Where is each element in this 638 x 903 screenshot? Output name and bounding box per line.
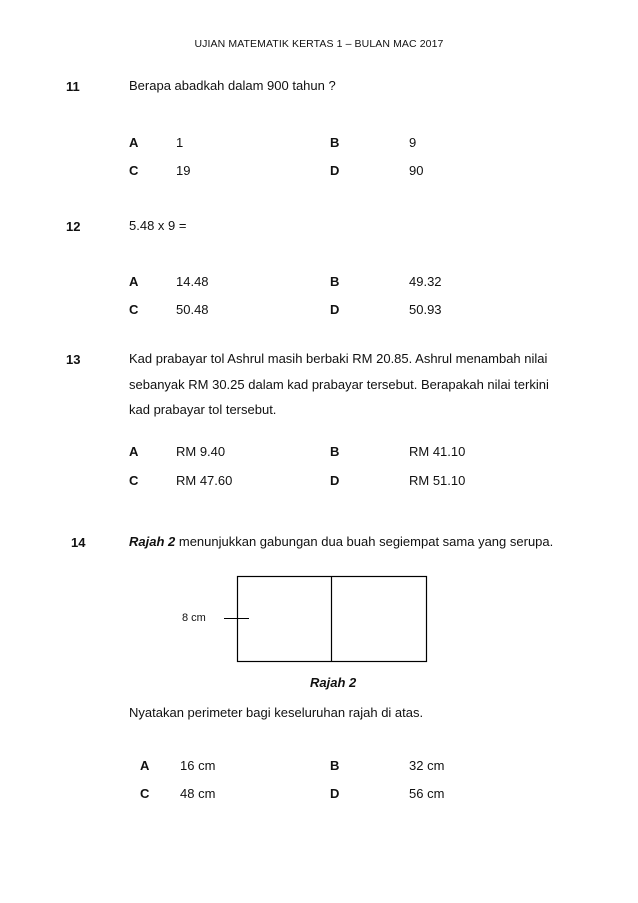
option-value: 49.32 (409, 274, 442, 289)
option-value: 48 cm (180, 786, 216, 801)
option-value: 9 (409, 135, 417, 150)
question-text: Kad prabayar tol Ashrul masih berbaki RM 20.85. Ashrul menambah nilai sebanyak RM 30.25 dalam kad prabayar tersebut. Berapakah nilai terkini kad prabayar tol tersebut. (129, 351, 549, 417)
option-value: 19 (176, 163, 191, 178)
question-text: 5.48 x 9 = (129, 218, 187, 233)
option-label: D (330, 786, 340, 801)
option-label: D (330, 302, 340, 317)
option-label: D (330, 473, 340, 488)
page-header: UJIAN MATEMATIK KERTAS 1 – BULAN MAC 2017 (194, 38, 444, 50)
option-label: C (129, 473, 139, 488)
option-label: A (129, 135, 139, 150)
option-value: 1 (176, 135, 184, 150)
option-label: A (129, 274, 139, 289)
option-label: B (330, 135, 340, 150)
question-text: Berapa abadkah dalam 900 tahun ? (129, 78, 336, 93)
figure-reference: Rajah 2 (129, 534, 176, 549)
question-number: 12 (66, 219, 81, 234)
option-value: 16 cm (180, 758, 216, 773)
side-length-label: 8 cm (182, 612, 206, 624)
option-value: 32 cm (409, 758, 445, 773)
option-value: 56 cm (409, 786, 445, 801)
option-value: RM 47.60 (176, 473, 233, 488)
option-value: 90 (409, 163, 424, 178)
question-number: 11 (66, 79, 80, 94)
option-label: A (140, 758, 150, 773)
option-label: A (129, 444, 139, 459)
option-label: B (330, 444, 340, 459)
option-value: 14.48 (176, 274, 209, 289)
option-value: RM 41.10 (409, 444, 466, 459)
option-label: B (330, 758, 340, 773)
option-label: D (330, 163, 340, 178)
question-text-rest: menunjukkan gabungan dua buah segiempat sama yang serupa. (175, 534, 554, 549)
option-value: RM 51.10 (409, 473, 466, 488)
question-number: 14 (71, 535, 86, 550)
option-value: RM 9.40 (176, 444, 226, 459)
question-number: 13 (66, 352, 81, 367)
option-value: 50.93 (409, 302, 442, 317)
option-label: C (129, 163, 139, 178)
option-value: 50.48 (176, 302, 209, 317)
figure-caption: Rajah 2 (310, 675, 357, 690)
option-label: C (140, 786, 150, 801)
option-label: C (129, 302, 139, 317)
question-prompt: Nyatakan perimeter bagi keseluruhan rajah di atas. (129, 705, 424, 720)
option-label: B (330, 274, 340, 289)
